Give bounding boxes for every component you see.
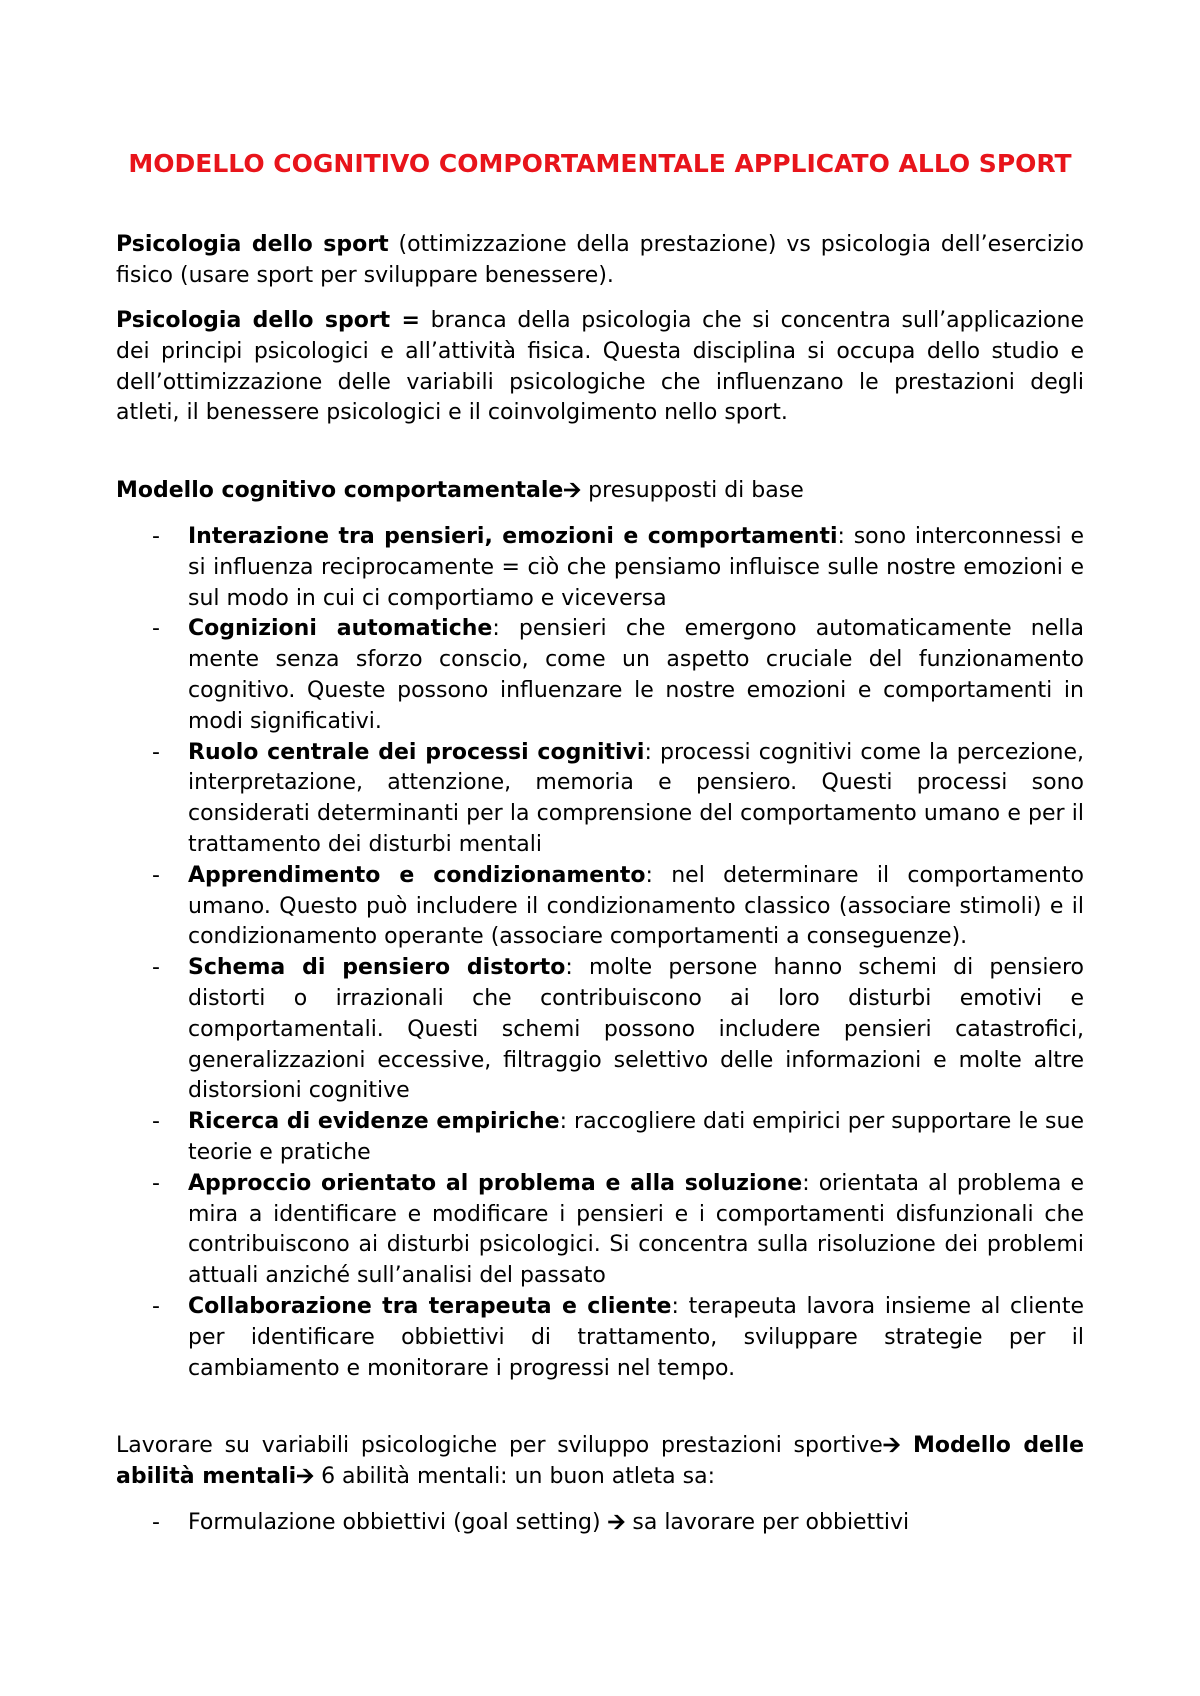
paragraph-mental-skills-model	[116, 1431, 1084, 1493]
arrow-right-icon: 🡪	[563, 478, 582, 503]
paragraph-sport-psychology-vs-exercise	[116, 230, 1084, 292]
item-text: : raccogliere dati empirici per supportare le sue teorie e pratiche	[188, 1109, 1084, 1165]
item-text: : terapeuta lavora insieme al cliente per identificare obbiettivi di trattamento, sviluppare strategie per il cambiamento e monitorare i progressi nel tempo.	[188, 1293, 1084, 1381]
arrow-right-icon: 🡪	[607, 1510, 626, 1535]
item-bold-term: Ruolo centrale dei processi cognitivi	[188, 739, 645, 765]
item-bold-term: Ricerca di evidenze empiriche	[188, 1109, 560, 1135]
dash-bullet: -	[152, 1109, 160, 1135]
list-item	[116, 1508, 1084, 1539]
list-item	[116, 738, 1084, 861]
item-text: : nel determinare il comportamento umano. Questo può includere il condizionamento classico (associare stimoli) e il condizionamento operante (associare comportamenti a conseguenze).	[188, 862, 1084, 950]
item-bold-term: Collaborazione tra terapeuta e cliente	[188, 1293, 672, 1319]
list-item	[116, 953, 1084, 1107]
arrow-right-icon: 🡪	[882, 1433, 901, 1458]
bold-term: Modello delle abilità mentali	[116, 1433, 1084, 1489]
arrow-right-icon: 🡪	[296, 1463, 315, 1489]
dash-bullet: -	[152, 955, 160, 981]
item-bold-term: Cognizioni automatiche	[188, 616, 493, 642]
paragraph-cbt-model-heading	[116, 476, 1084, 507]
list-item	[116, 861, 1084, 953]
paragraph-text: presupposti di base	[581, 478, 804, 503]
list-item	[116, 614, 1084, 737]
item-text: : sono interconnessi e si influenza reciprocamente = ciò che pensiamo influisce sulle nostre emozioni e sul modo in cui ci comportiamo e viceversa	[188, 524, 1084, 611]
list-item	[116, 1107, 1084, 1169]
mental-skills-list	[116, 1508, 1084, 1539]
list-item	[116, 1169, 1084, 1292]
item-bold-term: Schema di pensiero distorto	[188, 955, 566, 981]
item-bold-term: Apprendimento e condizionamento	[188, 862, 646, 888]
item-text: Formulazione obbiettivi (goal setting)	[188, 1510, 608, 1535]
bold-term: Psicologia dello sport	[116, 232, 389, 257]
dash-bullet: -	[152, 739, 160, 765]
dash-bullet: -	[152, 524, 160, 549]
item-text: : processi cognitivi come la percezione, interpretazione, attenzione, memoria e pensiero. Questi processi sono considerati determinanti per la comprensione del comportamento umano e per il trattamento dei disturbi mentali	[188, 739, 1084, 857]
paragraph-text: 6 abilità mentali: un buon atleta sa:	[314, 1463, 715, 1489]
paragraph-text: Lavorare su variabili psicologiche per sviluppo prestazioni sportive	[116, 1433, 883, 1458]
dash-bullet: -	[152, 616, 160, 642]
item-text: : orientata al problema e mira a identificare e modificare i pensieri e i comportamenti disfunzionali che contribuiscono ai disturbi psicologici. Si concentra sulla risoluzione dei problemi attuali anziché sull’analisi del passato	[188, 1170, 1084, 1289]
paragraph-text: branca della psicologia che si concentra sull’applicazione dei principi psicologici e all’attività fisica. Questa disciplina si occupa dello studio e dell’ottimizzazione delle variabili psicologiche che influenzano le prestazioni degli atleti, il benessere psicologici e il coinvolgimento nello sport.	[116, 308, 1084, 426]
list-item	[116, 1292, 1084, 1384]
document-title: MODELLO COGNITIVO COMPORTAMENTALE APPLICATO ALLO SPORT	[128, 149, 1072, 178]
item-bold-term: Approccio orientato al problema e alla soluzione	[188, 1170, 803, 1196]
paragraph-text: (ottimizzazione della prestazione) vs psicologia dell’esercizio fisico (usare sport per sviluppare benessere).	[116, 232, 1085, 288]
dash-bullet: -	[152, 1293, 160, 1319]
item-text: sa lavorare per obbiettivi	[625, 1510, 910, 1535]
item-text: : pensieri che emergono automaticamente nella mente senza sforzo conscio, come un aspetto cruciale del funzionamento cognitivo. Queste possono influenzare le nostre emozioni e comportamenti in modi significativi.	[188, 616, 1084, 734]
list-item	[116, 522, 1084, 614]
item-bold-term: Interazione tra pensieri, emozioni e comportamenti	[188, 524, 838, 549]
dash-bullet: -	[152, 862, 160, 888]
bold-term: Modello cognitivo comportamentale	[116, 478, 564, 503]
bold-term: Psicologia dello sport =	[116, 308, 420, 333]
item-text: : molte persone hanno schemi di pensiero distorti o irrazionali che contribuiscono ai loro disturbi emotivi e comportamentali. Questi schemi possono includere pensieri catastrofici, generalizzazioni eccessive, filtraggio selettivo delle informazioni e molte altre distorsioni cognitive	[188, 955, 1084, 1104]
paragraph-sport-psychology-definition	[116, 306, 1084, 429]
cbt-principles-list	[116, 522, 1084, 1384]
dash-bullet: -	[152, 1510, 160, 1535]
dash-bullet: -	[152, 1170, 160, 1196]
